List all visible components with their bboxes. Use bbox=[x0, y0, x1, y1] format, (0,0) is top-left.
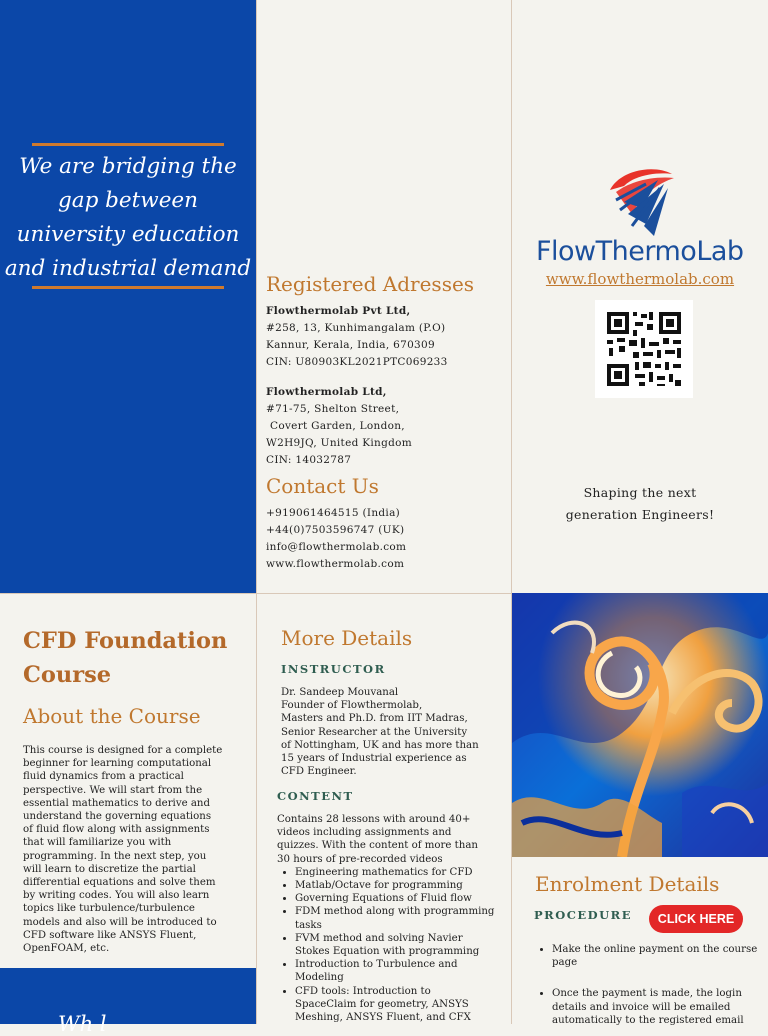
tagline-quote bbox=[0, 150, 256, 286]
instructor-label: INSTRUCTOR bbox=[281, 662, 386, 676]
instructor-line: Founder of Flowthermolab, bbox=[281, 700, 423, 712]
content-line: Contains 28 lessons with around 40+ bbox=[277, 814, 471, 825]
instructor-line: Dr. Sandeep Mouvanal bbox=[281, 687, 399, 698]
about-line: by writing codes. You will also learn bbox=[23, 890, 210, 902]
slogan-line: generation Engineers! bbox=[565, 507, 715, 522]
content-line: videos including assignments and bbox=[277, 827, 452, 839]
details-panel bbox=[257, 594, 511, 1024]
company-name-india: Flowthermolab Pvt Ltd, bbox=[266, 305, 411, 317]
cin-number: CIN: 14032787 bbox=[266, 454, 352, 466]
list-item: • CFD tools: Introduction to SpaceClaim for geometry, ANSYS Meshing, ANSYS Fluent, and CFX bbox=[295, 985, 495, 1025]
content-label: CONTENT bbox=[277, 789, 354, 803]
bottom-blue-panel bbox=[0, 968, 256, 1036]
address-line: #71-75, Shelton Street, bbox=[266, 403, 400, 415]
tagline-panel bbox=[0, 0, 256, 593]
procedure-step: • Make the online payment on the course page bbox=[552, 943, 766, 969]
about-line: CFD software like ANSYS Fluent, bbox=[23, 929, 197, 941]
about-line: fluid dynamics from a practical bbox=[23, 771, 184, 783]
contact-heading: Contact Us bbox=[266, 474, 379, 498]
about-line: topics like turbulence/turbulence bbox=[23, 903, 195, 915]
procedure-step: • Once the payment is made, the login details and invoice will be emailed automatically to the registered email bbox=[552, 987, 766, 1027]
about-line: that will familiarize you with bbox=[23, 837, 172, 849]
logo-panel bbox=[512, 0, 768, 593]
list-item: • FVM method and solving Navier Stokes Equation with programming bbox=[295, 932, 495, 958]
email-link[interactable]: info@flowthermolab.com bbox=[266, 541, 407, 553]
tagline-line: and industrial demand bbox=[4, 256, 252, 281]
list-item: • Engineering mathematics for CFD bbox=[295, 866, 495, 879]
top-rule bbox=[32, 143, 224, 146]
slogan-line: Shaping the next bbox=[583, 485, 697, 500]
logo-mark-icon bbox=[602, 162, 682, 242]
addresses-heading: Registered Adresses bbox=[266, 272, 475, 296]
address-india bbox=[266, 303, 448, 371]
about-line: This course is designed for a complete bbox=[23, 745, 223, 756]
instructor-line: 15 years of Industrial experience as bbox=[281, 753, 467, 765]
about-line: understand the governing equations bbox=[23, 811, 212, 823]
fluid-swirl-art bbox=[512, 593, 768, 857]
address-line: #258, 13, Kunhimangalam (P.O) bbox=[266, 322, 446, 334]
content-line: quizzes. With the content of more than bbox=[277, 840, 478, 852]
details-heading: More Details bbox=[281, 626, 413, 650]
instructor-text bbox=[281, 686, 479, 778]
tagline-line: We are bridging the bbox=[19, 154, 237, 179]
procedure-steps bbox=[534, 943, 766, 1027]
instructor-line: Senior Researcher at the University bbox=[281, 726, 468, 738]
about-line: models and also will be introduced to bbox=[23, 916, 217, 928]
topics-list bbox=[277, 866, 495, 1024]
address-panel bbox=[257, 0, 511, 593]
tagline-line: university education bbox=[16, 222, 240, 247]
about-line: programming. In the next step, you bbox=[23, 850, 207, 862]
about-line: differential equations and solve them bbox=[23, 877, 216, 889]
instructor-line: CFD Engineer. bbox=[281, 766, 357, 778]
website-url[interactable]: www.flowthermolab.com bbox=[545, 270, 735, 288]
about-line: will learn to discretize the partial bbox=[23, 863, 196, 875]
website-link[interactable]: www.flowthermolab.com bbox=[266, 558, 405, 570]
list-item: • Matlab/Octave for programming bbox=[295, 879, 495, 892]
fluid-simulation-image bbox=[512, 593, 768, 857]
address-line: W2H9JQ, United Kingdom bbox=[266, 437, 413, 449]
phone-uk[interactable]: +44(0)7503596747 (UK) bbox=[266, 524, 405, 536]
about-line: perspective. We will start from the bbox=[23, 784, 203, 796]
list-item: • FDM method along with programming tasks bbox=[295, 905, 495, 931]
address-line: Covert Garden, London, bbox=[270, 420, 405, 432]
address-uk bbox=[266, 384, 412, 469]
course-title bbox=[23, 624, 227, 692]
instructor-line: Masters and Ph.D. from IIT Madras, bbox=[281, 713, 468, 725]
address-line: Kannur, Kerala, India, 670309 bbox=[266, 339, 435, 351]
course-title-line: Course bbox=[23, 662, 112, 688]
enrolment-panel bbox=[512, 857, 768, 1024]
instructor-line: of Nottingham, UK and has more than bbox=[281, 739, 479, 751]
tagline-line: gap between bbox=[57, 188, 198, 213]
about-heading: About the Course bbox=[23, 704, 201, 728]
list-item: • Governing Equations of Fluid flow bbox=[295, 892, 495, 905]
brand-logo-text: FlowThermoLab bbox=[536, 236, 744, 267]
cin-number: CIN: U80903KL2021PTC069233 bbox=[266, 356, 448, 368]
click-here-button[interactable]: CLICK HERE bbox=[649, 905, 743, 933]
about-line: OpenFOAM, etc. bbox=[23, 943, 110, 955]
list-item: • Introduction to Turbulence and Modeling bbox=[295, 958, 495, 984]
about-line: beginner for learning computational bbox=[23, 758, 212, 770]
bottom-rule bbox=[32, 286, 224, 289]
contact-details bbox=[266, 505, 406, 573]
company-name-uk: Flowthermolab Ltd, bbox=[266, 386, 387, 398]
phone-india[interactable]: +919061464515 (India) bbox=[266, 507, 401, 519]
qr-code-icon[interactable] bbox=[595, 300, 693, 398]
about-line: of fluid flow along with assignments bbox=[23, 824, 210, 836]
about-text bbox=[23, 744, 222, 955]
course-panel bbox=[0, 594, 256, 968]
procedure-label: PROCEDURE bbox=[534, 908, 632, 922]
content-line: 30 hours of pre-recorded videos bbox=[277, 853, 443, 865]
partial-heading: Wh l bbox=[58, 1012, 107, 1036]
enrolment-heading: Enrolment Details bbox=[535, 872, 720, 896]
slogan bbox=[512, 482, 768, 526]
course-title-line: CFD Foundation bbox=[23, 628, 228, 654]
about-line: essential mathematics to derive and bbox=[23, 797, 210, 809]
content-text bbox=[277, 813, 503, 1024]
